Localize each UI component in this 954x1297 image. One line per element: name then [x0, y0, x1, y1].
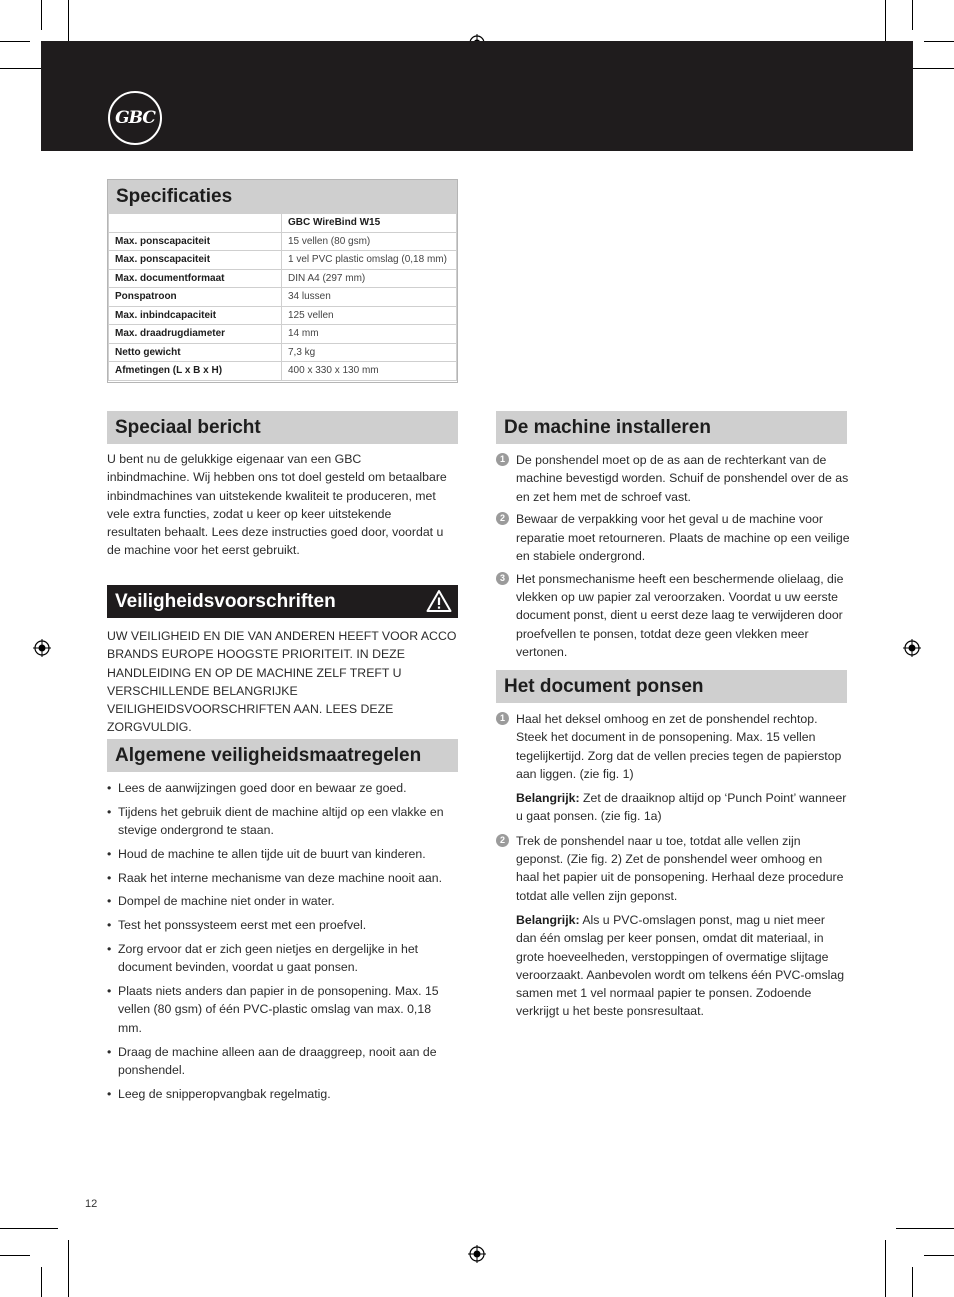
spec-label: Ponspatroon	[109, 288, 282, 307]
step-item	[496, 832, 848, 1021]
step-number-badge: 3	[496, 572, 509, 585]
table-row	[109, 362, 457, 381]
note-label: Belangrijk:	[516, 912, 580, 927]
spec-label: Max. ponscapaciteit	[109, 232, 282, 251]
note-text: Als u PVC-omslagen ponst, mag u niet meer dan één omslag per keer ponsen, omdat dit materiaal, in grote hoeveelheden, verstoppingen of overmatige slijtage veroorzaakt. Aanbevolen wordt om telkens één PVC-omslag samen met 1 vel normaal papier te ponsen. Zodoende verkrijgt u het beste ponsresultaat.	[516, 912, 845, 1019]
step-number-badge: 1	[496, 712, 509, 725]
list-item: • Zorg ervoor dat er zich geen nietjes en dergelijke in het document bevinden, voordat u gaat ponsen.	[107, 940, 447, 977]
list-item: • Tijdens het gebruik dient de machine altijd op een vlakke en stevige ondergrond te staan.	[107, 803, 447, 840]
step-text: Haal het deksel omhoog en zet de ponshendel rechtop. Steek het document in de ponsopening. Max. 15 vellen tegelijkertijd. Zorg dat de vellen precies tegen de papierstop aan liggen. (zie fig. 1)	[516, 712, 842, 781]
spec-value: 7,3 kg	[282, 343, 457, 362]
crop-mark	[0, 41, 30, 42]
punch-steps-container	[496, 710, 848, 1027]
step-note	[516, 789, 848, 826]
list-item: • Lees de aanwijzingen goed door en bewaar ze goed.	[107, 779, 447, 797]
table-row	[109, 269, 457, 288]
spec-label: Netto gewicht	[109, 343, 282, 362]
spec-value: 1 vel PVC plastic omslag (0,18 mm)	[282, 251, 457, 270]
spec-value: 14 mm	[282, 325, 457, 344]
crop-mark	[0, 1255, 30, 1256]
step-item	[496, 510, 851, 565]
spec-label: Afmetingen (L x B x H)	[109, 362, 282, 381]
spec-value: 400 x 330 x 130 mm	[282, 362, 457, 381]
crop-mark	[924, 41, 954, 42]
spec-value: 125 vellen	[282, 306, 457, 325]
note-label: Belangrijk:	[516, 791, 580, 806]
general-list-container	[107, 779, 447, 1108]
table-row	[109, 343, 457, 362]
punch-steps	[496, 710, 848, 1021]
spec-value: 15 vellen (80 gsm)	[282, 232, 457, 251]
install-steps-container	[496, 451, 851, 666]
spec-label: Max. inbindcapaciteit	[109, 306, 282, 325]
crop-mark	[885, 1240, 886, 1297]
general-list	[107, 779, 447, 1103]
special-text: U bent nu de gelukkige eigenaar van een GBC inbindmachine. Wij hebben ons tot doel gesteld om betaalbare inbindmachines van uitstekende kwaliteit te produceren, met vele extra functies, zodat u keer op keer uitstekende resultaten behaalt. Lees deze instructies goed door, voordat u de machine voor het eerst gebruikt.	[107, 452, 447, 558]
spec-label: Max. documentformaat	[109, 269, 282, 288]
step-note	[516, 911, 848, 1021]
install-steps	[496, 451, 851, 661]
special-title: Speciaal bericht	[107, 411, 458, 444]
spec-value: 34 lussen	[282, 288, 457, 307]
safety-title: Veiligheidsvoorschriften	[115, 591, 336, 612]
crop-mark	[41, 1267, 42, 1297]
crop-mark	[912, 1267, 913, 1297]
list-item: • Houd de machine te allen tijde uit de buurt van kinderen.	[107, 845, 447, 863]
spec-label: Max. ponscapaciteit	[109, 251, 282, 270]
warning-triangle-icon	[426, 589, 452, 613]
registration-mark-icon	[33, 639, 51, 657]
list-item: • Draag de machine alleen aan de draaggreep, nooit aan de ponshendel.	[107, 1043, 447, 1080]
step-text: Bewaar de verpakking voor het geval u de machine voor reparatie moet retourneren. Plaats de machine op een veilige en stabiele ondergrond.	[516, 512, 850, 563]
list-item: • Raak het interne mechanisme van deze machine nooit aan.	[107, 869, 447, 887]
safety-title-bar	[107, 585, 458, 618]
note-text: Zet de draaiknop altijd op ‘Punch Point’ wanneer u gaat ponsen. (zie fig. 1a)	[516, 791, 847, 824]
table-row	[109, 288, 457, 307]
logo-text: GBC	[115, 108, 155, 128]
step-number-badge: 1	[496, 453, 509, 466]
crop-mark	[68, 1240, 69, 1297]
safety-text: UW VEILIGHEID EN DIE VAN ANDEREN HEEFT VOOR ACCO BRANDS EUROPE HOOGSTE PRIORITEIT. IN DEZE HANDLEIDING EN OP DE MACHINE ZELF TREFT U VERSCHILLENDE BELANGRIJKE VEILIGHEIDSVOORSCHRIFTEN AAN. LEES DEZE ZORGVULDIG.	[107, 629, 457, 735]
step-item	[496, 710, 848, 826]
step-text: De ponshendel moet op de as aan de rechterkant van de machine bevestigd worden. Schuif de ponshendel over de as en zet hem met de schroef vast.	[516, 453, 849, 504]
registration-mark-icon	[903, 639, 921, 657]
crop-mark	[924, 1255, 954, 1256]
header-band	[41, 41, 913, 151]
step-item	[496, 570, 851, 661]
step-number-badge: 2	[496, 834, 509, 847]
list-item: • Plaats niets anders dan papier in de ponsopening. Max. 15 vellen (80 gsm) of één PVC-plastic omslag van max. 0,18 mm.	[107, 982, 447, 1037]
table-row	[109, 325, 457, 344]
step-number-badge: 2	[496, 512, 509, 525]
punch-title: Het document ponsen	[496, 670, 847, 703]
list-item: • Dompel de machine niet onder in water.	[107, 892, 447, 910]
model-header: GBC WireBind W15	[282, 214, 457, 233]
list-item: • Test het ponssysteem eerst met een proefvel.	[107, 916, 447, 934]
specs-section	[107, 179, 458, 383]
table-header-row	[109, 214, 457, 233]
specs-title: Specificaties	[108, 180, 457, 213]
table-corner-cell	[109, 214, 282, 233]
table-row	[109, 306, 457, 325]
crop-mark	[0, 1228, 58, 1229]
spec-label: Max. draadrugdiameter	[109, 325, 282, 344]
page-number: 12	[85, 1198, 98, 1210]
install-title: De machine installeren	[496, 411, 847, 444]
list-item: • Leeg de snipperopvangbak regelmatig.	[107, 1085, 447, 1103]
crop-mark	[41, 0, 42, 30]
crop-mark	[896, 1228, 954, 1229]
spec-value: DIN A4 (297 mm)	[282, 269, 457, 288]
step-text: Trek de ponshendel naar u toe, totdat alle vellen zijn geponst. (Zie fig. 2) Zet de ponshendel weer omhoog en haal het papier uit de ponsopening. Herhaal deze procedure totdat alle vellen zijn geponst.	[516, 833, 844, 903]
table-row	[109, 232, 457, 251]
gbc-logo	[108, 91, 162, 145]
step-text: Het ponsmechanisme heeft een beschermende olielaag, die vlekken op uw papier zal veroorzaken. Voordat u uw eerste document ponst, dient u eerst deze laag te verwijderen door proefvellen te ponsen, totdat deze geen vlekken meer vertonen.	[516, 571, 844, 659]
registration-mark-icon	[468, 1245, 486, 1263]
table-row	[109, 251, 457, 270]
crop-mark	[912, 0, 913, 30]
step-item	[496, 451, 851, 506]
specs-table	[108, 213, 457, 381]
general-title: Algemene veiligheidsmaatregelen	[107, 739, 458, 772]
